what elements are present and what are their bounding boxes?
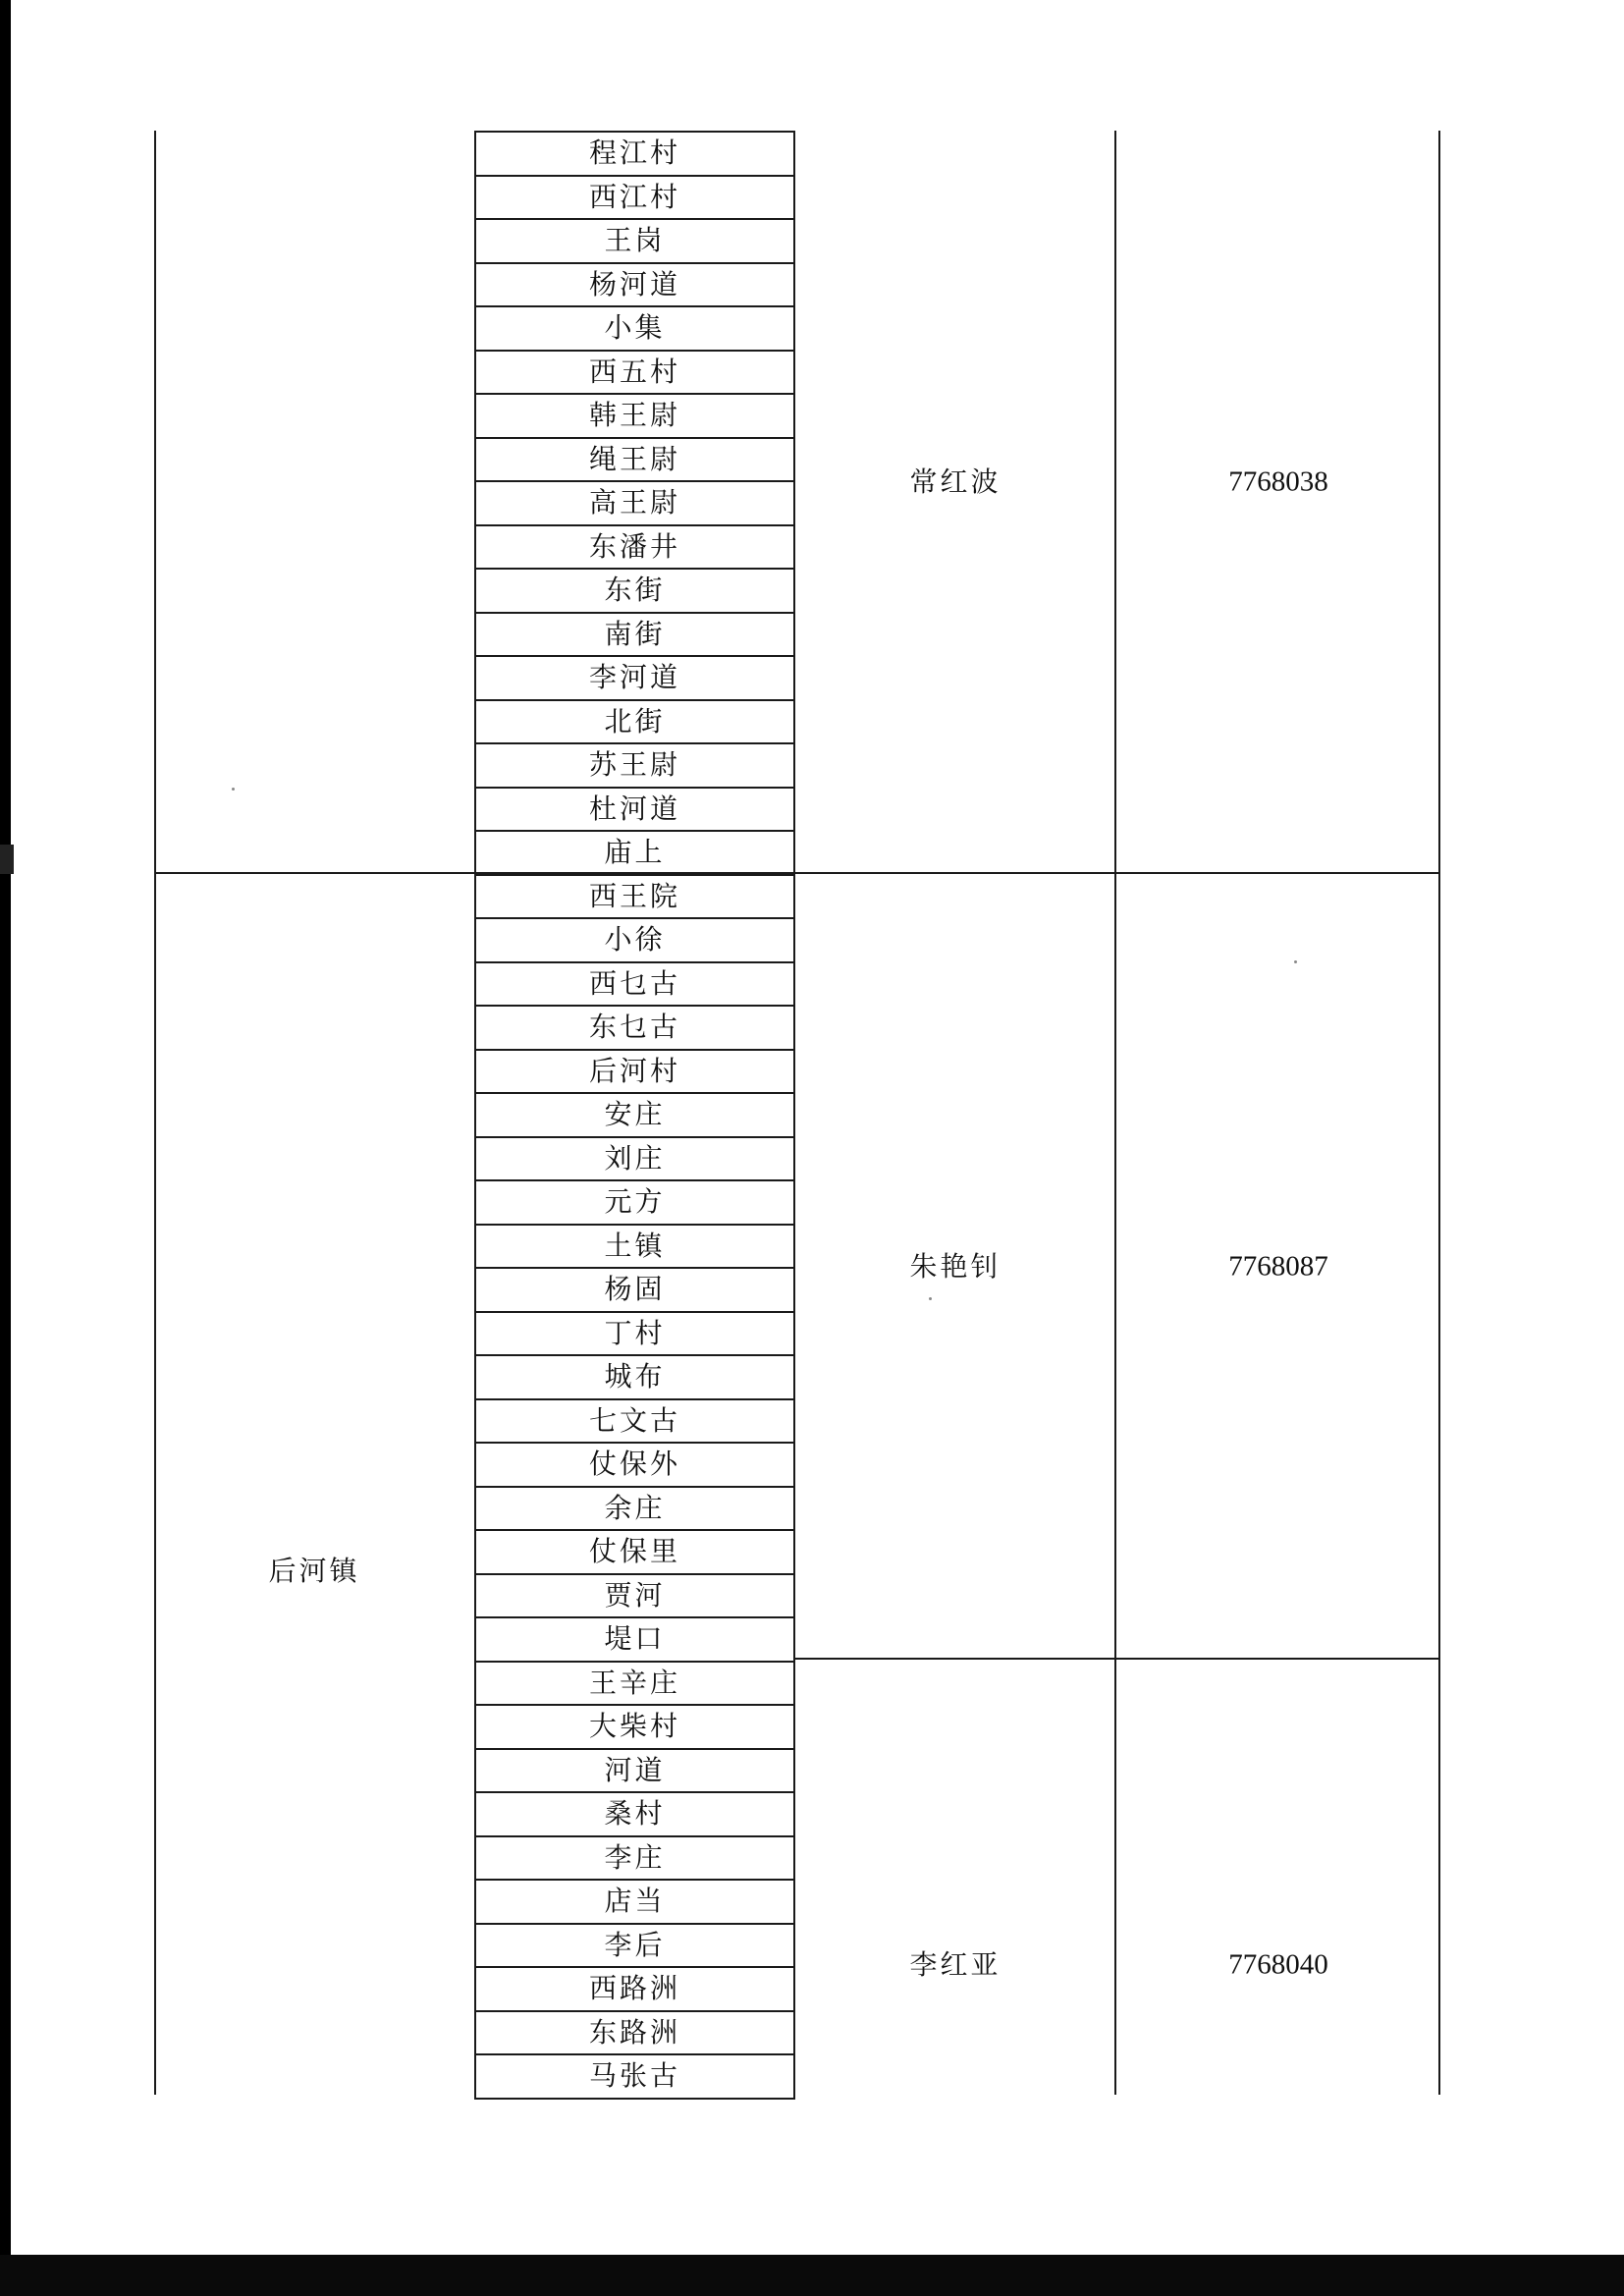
village-cell: 苏王尉 (476, 742, 793, 787)
contact-name: 朱艳钊 (909, 1250, 1001, 1283)
village-cell: 土镇 (476, 1224, 793, 1268)
phone-number: 7768040 (1228, 1948, 1328, 1981)
village-cell: 小集 (476, 305, 793, 350)
scan-edge-bottom (0, 2255, 1624, 2296)
village-cell: 仗保里 (476, 1529, 793, 1573)
scan-edge-mark (0, 845, 14, 874)
village-cell: 河道 (476, 1748, 793, 1792)
phone-number: 7768038 (1228, 465, 1328, 498)
village-cell: 杜河道 (476, 787, 793, 831)
village-cell: 西江村 (476, 175, 793, 219)
village-cell: 高王尉 (476, 480, 793, 524)
village-cell: 李庄 (476, 1835, 793, 1880)
contact-name: 李红亚 (909, 1948, 1001, 1981)
contact-name: 常红波 (909, 465, 1001, 498)
village-cell: 王辛庄 (476, 1661, 793, 1705)
village-cell: 西王院 (476, 874, 793, 918)
village-cell: 刘庄 (476, 1136, 793, 1180)
village-cell: 城布 (476, 1354, 793, 1398)
village-cell: 庙上 (476, 830, 793, 874)
village-cell: 东乜古 (476, 1005, 793, 1049)
village-column (474, 131, 795, 2100)
village-cell: 绳王尉 (476, 437, 793, 481)
village-cell: 堤口 (476, 1616, 793, 1661)
village-cell: 贾河 (476, 1573, 793, 1617)
phone-number: 7768087 (1228, 1250, 1328, 1283)
table-divider-contact-phone (1114, 131, 1116, 2095)
town-name: 后河镇 (268, 1555, 360, 1587)
village-cell: 杨河道 (476, 262, 793, 306)
village-cell: 李河道 (476, 655, 793, 699)
village-cell: 王岗 (476, 218, 793, 262)
scan-edge-left (0, 0, 11, 2296)
village-cell: 韩王尉 (476, 393, 793, 437)
village-cell: 桑村 (476, 1791, 793, 1835)
village-cell: 仗保外 (476, 1442, 793, 1486)
table-border-left (154, 131, 156, 2095)
village-cell: 余庄 (476, 1486, 793, 1530)
village-cell: 南街 (476, 612, 793, 656)
table-row-divider (154, 872, 1440, 874)
table-border-right (1438, 131, 1440, 2095)
scan-speck (1294, 960, 1297, 963)
village-cell: 东路洲 (476, 2010, 793, 2054)
village-cell: 西乜古 (476, 961, 793, 1006)
village-cell: 李后 (476, 1923, 793, 1967)
village-cell: 安庄 (476, 1092, 793, 1136)
village-cell: 元方 (476, 1179, 793, 1224)
village-cell: 丁村 (476, 1311, 793, 1355)
village-cell: 北街 (476, 699, 793, 743)
village-cell: 东街 (476, 568, 793, 612)
scan-speck (232, 788, 235, 791)
table-row-divider (795, 1658, 1440, 1660)
village-cell: 程江村 (476, 131, 793, 175)
village-cell: 西五村 (476, 350, 793, 394)
village-cell: 后河村 (476, 1049, 793, 1093)
village-cell: 马张古 (476, 2053, 793, 2098)
village-cell: 大柴村 (476, 1704, 793, 1748)
village-cell: 店当 (476, 1879, 793, 1923)
scan-speck (929, 1297, 932, 1300)
village-cell: 小徐 (476, 917, 793, 961)
village-cell: 西路洲 (476, 1966, 793, 2010)
village-cell: 东潘井 (476, 524, 793, 569)
village-cell: 杨固 (476, 1267, 793, 1311)
village-cell: 七文古 (476, 1398, 793, 1443)
